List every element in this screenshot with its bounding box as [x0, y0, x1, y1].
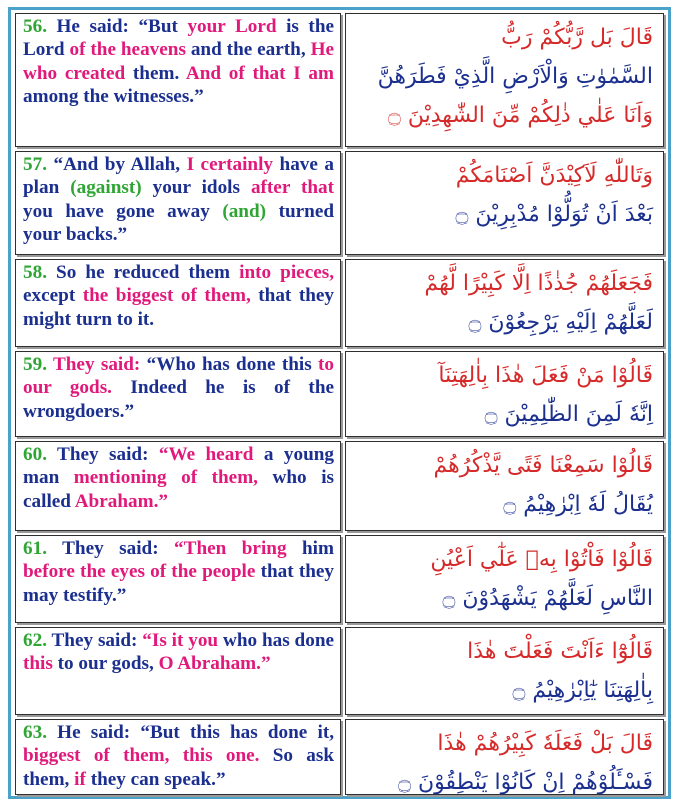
english-segment: them.: [125, 62, 186, 84]
english-segment: “We heard: [158, 444, 254, 465]
arabic-cell: [345, 535, 664, 623]
arabic-line: قَالَ بَل رَّبُّكُمْ رَبُّ: [501, 25, 653, 50]
english-segment: So he reduced them: [46, 262, 240, 283]
english-segment: They said:: [46, 354, 141, 375]
english-segment: that they may testify.”: [23, 561, 335, 606]
english-segment: that they might turn to it.: [23, 285, 334, 330]
arabic-line: قَالُوْٓا ءَاَنْتَ فَعَلْتَ هٰذَا: [467, 639, 653, 664]
verse-row-61: [15, 535, 664, 623]
english-segment: if: [74, 768, 86, 790]
english-cell: [15, 535, 341, 623]
english-segment: He who created: [23, 39, 335, 84]
arabic-cell: [345, 719, 664, 795]
english-segment: They said:: [46, 630, 143, 651]
english-segment: except: [23, 285, 83, 307]
english-segment: of the wrongdoers.”: [23, 377, 335, 422]
english-segment: you have gone away: [23, 200, 223, 222]
verse-number: 63.: [23, 722, 47, 743]
english-segment: your idols: [141, 177, 251, 199]
english-segment: him: [286, 538, 334, 559]
english-segment: I certainly: [186, 154, 274, 175]
arabic-line: لَعَلَّهُمْ اِلَيْهِ يَرْجِعُوْنَ ۝: [468, 310, 653, 335]
arabic-cell: [345, 259, 664, 347]
arabic-cell: [345, 151, 664, 255]
english-segment: turned your backs.”: [23, 200, 335, 246]
english-cell: [15, 627, 341, 715]
arabic-line: السَّمٰوٰتِ وَالْاَرْضِ الَّذِيْ فَطَرَهُنَّ: [377, 64, 653, 89]
english-segment: who has done: [218, 630, 335, 651]
english-text: [23, 16, 334, 107]
english-cell: [15, 151, 341, 255]
verse-row-62: [15, 627, 664, 715]
arabic-line: يُقَالُ لَهٗ اِبْرٰهِيْمُ ۝: [503, 492, 653, 517]
english-segment: They said:: [46, 444, 159, 465]
verse-number: 56.: [23, 16, 47, 37]
verse-number: 59.: [23, 354, 47, 375]
english-segment: O Abraham.”: [158, 653, 271, 675]
english-cell: [15, 351, 341, 437]
verse-number: 57.: [23, 154, 47, 175]
arabic-line: قَالَ بَلْ فَعَلَهٗ كَبِيْرُهُمْ هٰذَا: [437, 731, 653, 756]
english-segment: He said: “But this has done it,: [46, 722, 334, 743]
arabic-line: وَتَاللّٰهِ لَاَكِيْدَنَّ اَصْنَامَكُمْ: [455, 163, 653, 188]
arabic-line: فَجَعَلَهُمْ جُذٰذًا اِلَّا كَبِيْرًا لَّهُمْ: [424, 271, 653, 296]
english-segment: who is called: [23, 467, 334, 512]
english-segment: a young man: [23, 444, 334, 489]
english-text: [23, 722, 334, 790]
english-segment: “And by Allah,: [46, 154, 187, 175]
english-segment: and the earth,: [185, 39, 311, 61]
english-text: [23, 354, 334, 422]
english-segment: (and): [222, 200, 267, 222]
arabic-line: قَالُوْا فَاْتُوْا بِهٖ عَلٰٓي اَعْيُنِ: [430, 547, 653, 572]
english-text: [23, 444, 334, 512]
english-segment: of the heavens: [69, 39, 186, 61]
english-segment: (against): [70, 177, 142, 199]
verse-table: [8, 7, 671, 799]
arabic-cell: [345, 351, 664, 437]
verse-row-60: [15, 441, 664, 531]
verse-row-58: [15, 259, 664, 347]
arabic-line: فَسْـَٔلُوْهُمْ اِنْ كَانُوْا يَنْطِقُوْنَ ۝: [398, 770, 653, 795]
verse-row-56: [15, 13, 664, 147]
arabic-line: قَالُوْا مَنْ فَعَلَ هٰذَا بِاٰلِهَتِنَآ: [438, 363, 653, 388]
arabic-cell: [345, 441, 664, 531]
english-segment: to our gods,: [52, 653, 159, 675]
verse-number: 61.: [23, 538, 47, 559]
arabic-line: النَّاسِ لَعَلَّهُمْ يَشْهَدُوْنَ ۝: [442, 586, 653, 611]
english-segment: He said: “But: [46, 16, 188, 37]
arabic-line: اِنَّهٗ لَمِنَ الظّٰلِمِيْنَ ۝: [484, 402, 653, 427]
english-segment: Indeed he is: [111, 377, 275, 399]
english-segment: “Is it you: [142, 630, 219, 651]
english-cell: [15, 13, 341, 147]
english-segment: “Who has done this: [140, 354, 319, 375]
english-segment: biggest of them, this one.: [23, 745, 260, 767]
english-segment: to our gods.: [23, 354, 334, 399]
verse-number: 58.: [23, 262, 47, 283]
english-segment: the biggest of them,: [82, 285, 251, 307]
verse-row-57: [15, 151, 664, 255]
english-segment: Abraham.”: [74, 490, 168, 512]
english-segment: they can speak.”: [85, 768, 226, 790]
english-text: [23, 630, 334, 674]
verse-number: 62.: [23, 630, 47, 651]
english-text: [23, 538, 334, 606]
english-segment: your Lord: [187, 16, 277, 37]
english-segment: after that: [250, 177, 334, 199]
arabic-line: قَالُوْا سَمِعْنَا فَتًى يَّذْكُرُهُمْ: [433, 453, 653, 478]
verse-row-63: [15, 719, 664, 795]
arabic-line: وَاَنَا عَلٰي ذٰلِكُمْ مِّنَ الشّٰهِدِيْنَ ۝: [388, 103, 653, 128]
arabic-line: بِاٰلِهَتِنَا يٰٓاِبْرٰهِيْمُ ۝: [512, 678, 653, 703]
english-segment: before the eyes of the people: [23, 561, 256, 583]
english-segment: among the witnesses.”: [23, 86, 204, 108]
verse-row-59: [15, 351, 664, 437]
english-cell: [15, 441, 341, 531]
english-segment: “Then bring: [174, 538, 287, 559]
english-segment: They said:: [46, 538, 175, 559]
english-text: [23, 154, 334, 245]
english-segment: So ask them,: [23, 745, 335, 790]
english-segment: have a plan: [23, 154, 334, 199]
verse-number: 60.: [23, 444, 47, 465]
english-text: [23, 262, 334, 330]
english-cell: [15, 719, 341, 795]
arabic-line: بَعْدَ اَنْ تُوَلُّوْا مُدْبِرِيْنَ ۝: [455, 202, 653, 227]
arabic-cell: [345, 627, 664, 715]
english-segment: into pieces,: [239, 262, 334, 283]
english-segment: is the Lord: [23, 16, 335, 61]
english-segment: And of that I am: [185, 62, 334, 84]
english-cell: [15, 259, 341, 347]
english-segment: mentioning of them,: [73, 467, 258, 489]
english-segment: this: [23, 653, 53, 675]
arabic-cell: [345, 13, 664, 147]
